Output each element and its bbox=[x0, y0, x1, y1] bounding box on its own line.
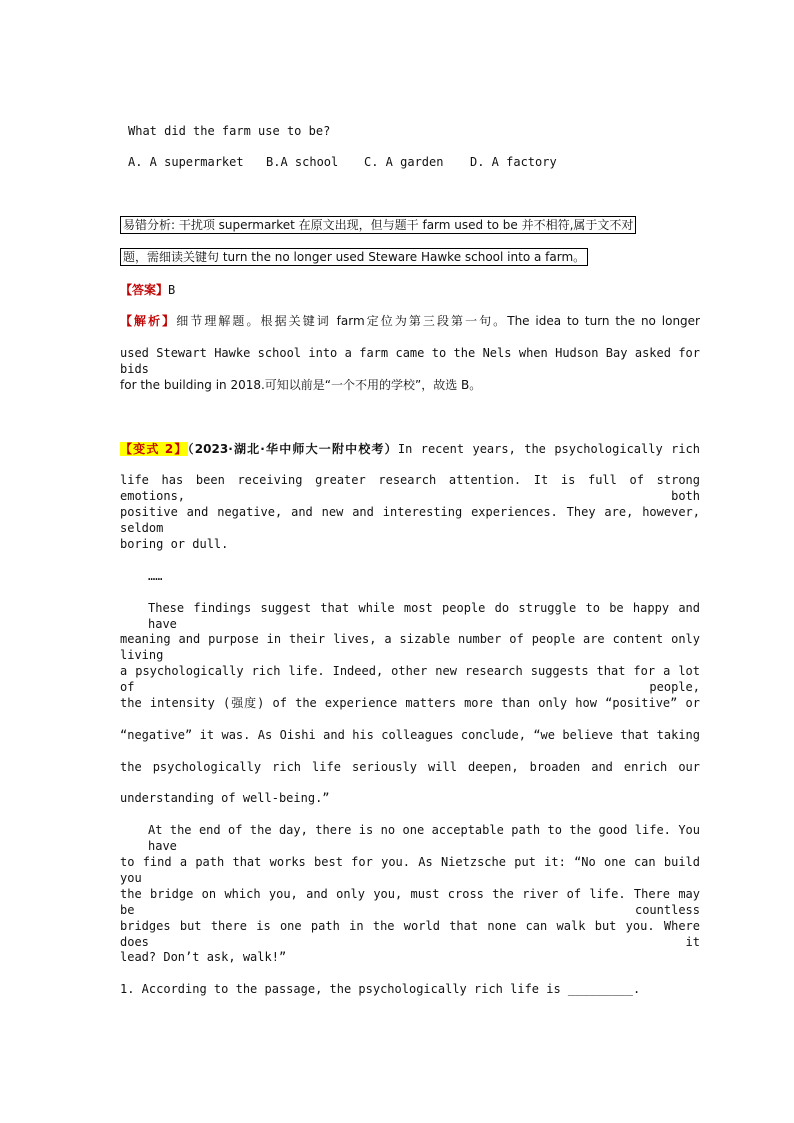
ellipsis: …… bbox=[148, 569, 163, 583]
answer-line bbox=[120, 282, 700, 298]
error-analysis-line-1: 易错分析: 干扰项 supermarket 在原文出现，但与题干 farm used to be 并不相符,属于文不对 bbox=[120, 217, 636, 233]
explanation-line-1: 【解析】细节理解题。根据关键词 farm定位为第三段第一句。The idea to turn the no longer bbox=[120, 314, 700, 328]
option-a: A. A supermarket bbox=[128, 155, 244, 169]
paragraph3-line-4: bridges but there is one path in the world that none can walk but you. Where does it bbox=[120, 919, 700, 949]
variant-intro-line-2: life has been receiving greater research attention. It is full of strong emotions, both bbox=[120, 473, 700, 503]
variant-intro-line-3: positive and negative, and new and interesting experiences. They are, however, seldom bbox=[120, 505, 700, 535]
question-1: 1. According to the passage, the psychologically rich life is _________. bbox=[120, 982, 641, 996]
variant-label: 【变式 2】 bbox=[120, 442, 188, 456]
paragraph3-line-1: At the end of the day, there is no one acceptable path to the good life. You have bbox=[148, 823, 700, 853]
paragraph2-line-1: These findings suggest that while most people do struggle to be happy and have bbox=[148, 601, 700, 631]
paragraph2-line-3: a psychologically rich life. Indeed, other new research suggests that for a lot of people, bbox=[120, 664, 700, 694]
explanation-line-3: for the building in 2018.可知以前是“一个不用的学校”，故选 B。 bbox=[120, 378, 482, 392]
question-text: What did the farm use to be? bbox=[128, 124, 331, 138]
answer-value: B bbox=[168, 283, 176, 297]
paragraph2-line-2: meaning and purpose in their lives, a sizable number of people are content only living bbox=[120, 632, 700, 662]
answer-label: 【答案】 bbox=[120, 283, 169, 297]
option-b: B.A school bbox=[266, 155, 339, 169]
variant-intro-line-4: boring or dull. bbox=[120, 537, 229, 551]
variant-intro-line-1: 【变式 2】（2023·湖北·华中师大一附中校考）In recent years, the psychologically rich bbox=[120, 442, 700, 456]
variant-source: （2023·湖北·华中师大一附中校考） bbox=[187, 442, 398, 456]
paragraph3-line-3: the bridge on which you, and only you, must cross the river of life. There may be countless bbox=[120, 887, 700, 917]
options-row bbox=[128, 154, 708, 170]
paragraph2-line-5: “negative” it was. As Oishi and his colleagues conclude, “we believe that taking bbox=[120, 728, 700, 742]
explanation-line-2: used Stewart Hawke school into a farm came to the Nels when Hudson Bay asked for bids bbox=[120, 346, 700, 376]
paragraph2-line-4: the intensity (强度) of the experience matters more than only how “positive” or bbox=[120, 696, 700, 710]
paragraph3-line-2: to find a path that works best for you. As Nietzsche put it: “No one can build you bbox=[120, 855, 700, 885]
paragraph3-line-5: lead? Don’t ask, walk!” bbox=[120, 950, 287, 964]
option-d: D. A factory bbox=[470, 155, 557, 169]
error-analysis-line-2: 题，需细读关键句 turn the no longer used Steware Hawke school into a farm。 bbox=[120, 249, 588, 265]
explanation-label: 【解析】 bbox=[120, 314, 177, 328]
option-c: C. A garden bbox=[364, 155, 444, 169]
paragraph2-line-6: the psychologically rich life seriously will deepen, broaden and enrich our bbox=[120, 760, 700, 774]
paragraph2-line-7: understanding of well-being.” bbox=[120, 791, 330, 805]
